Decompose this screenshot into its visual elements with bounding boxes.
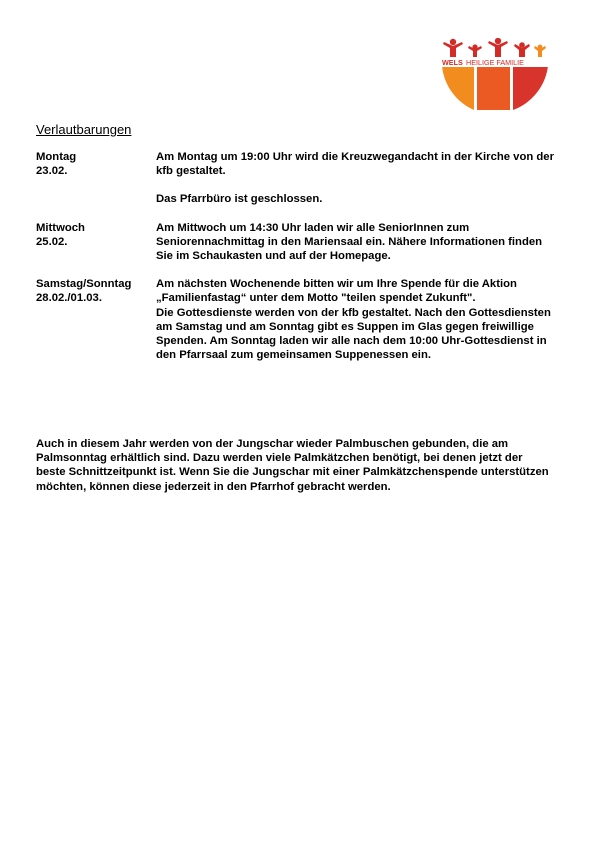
entry-date (36, 277, 156, 362)
entry-day-label: Montag (36, 151, 77, 163)
entry-paragraph: Am Montag um 19:00 Uhr wird die Kreuzwegandacht in der Kirche von der kfb gestaltet. (156, 151, 554, 178)
announcement-list (36, 150, 556, 376)
entry-date-label: 25.02. (36, 235, 68, 248)
parish-logo-graphic (436, 38, 556, 110)
entry-day-label: Samstag/Sonntag (36, 278, 132, 291)
entry-date-label: 28.02./01.03. (36, 292, 102, 305)
entry-date (36, 221, 156, 264)
entry-date (36, 150, 156, 207)
page-heading: Verlautbarungen (36, 122, 132, 137)
svg-text:WELS: WELS (442, 58, 463, 67)
announcement-wednesday (36, 221, 556, 264)
announcement-weekend (36, 277, 556, 362)
entry-date-label: 23.02. (36, 165, 68, 178)
svg-text:HEILIGE FAMILIE: HEILIGE FAMILIE (466, 58, 524, 67)
entry-paragraph: Das Pfarrbüro ist geschlossen. (156, 193, 323, 206)
entry-paragraph: Am nächsten Wochenende bitten wir um Ihre Spende für die Aktion „Familienfastag“ unter dem Motto "teilen spendet Zukunft". (156, 278, 517, 305)
announcement-monday (36, 150, 556, 207)
entry-day-label: Mittwoch (36, 221, 85, 234)
entry-text (156, 277, 556, 362)
entry-paragraph: Am Mittwoch um 14:30 Uhr laden wir alle SeniorInnen zum Seniorennachmittag in den Mariensaal ein. Nähere Informationen finden Sie im Schaukasten und auf der Homepage. (156, 221, 543, 263)
palm-sunday-notice: Auch in diesem Jahr werden von der Jungschar wieder Palmbuschen gebunden, die am Palmsonntag erhältlich sind. Dazu werden viele Palmkätzchen benötigt, bei denen jetzt der beste Schnittzeitpunkt ist. Wenn Sie die Jungschar mit einer Palmkätzchenspende unterstützen möchten, können diese jederzeit in den Pfarrhof gebracht werden. (36, 438, 549, 493)
entry-paragraph: Die Gottesdienste werden von der kfb gestaltet. Nach den Gottesdiensten am Samstag und am Sonntag gibt es Suppen im Glas gegen freiwillige Spenden. Am Sonntag laden wir alle nach dem 10:00 Uhr-Gottesdienst in den Pfarrsaal zum gemeinsamen Suppenessen ein. (156, 306, 551, 362)
entry-text (156, 221, 556, 264)
parish-logo (436, 38, 556, 110)
entry-text (156, 150, 556, 207)
